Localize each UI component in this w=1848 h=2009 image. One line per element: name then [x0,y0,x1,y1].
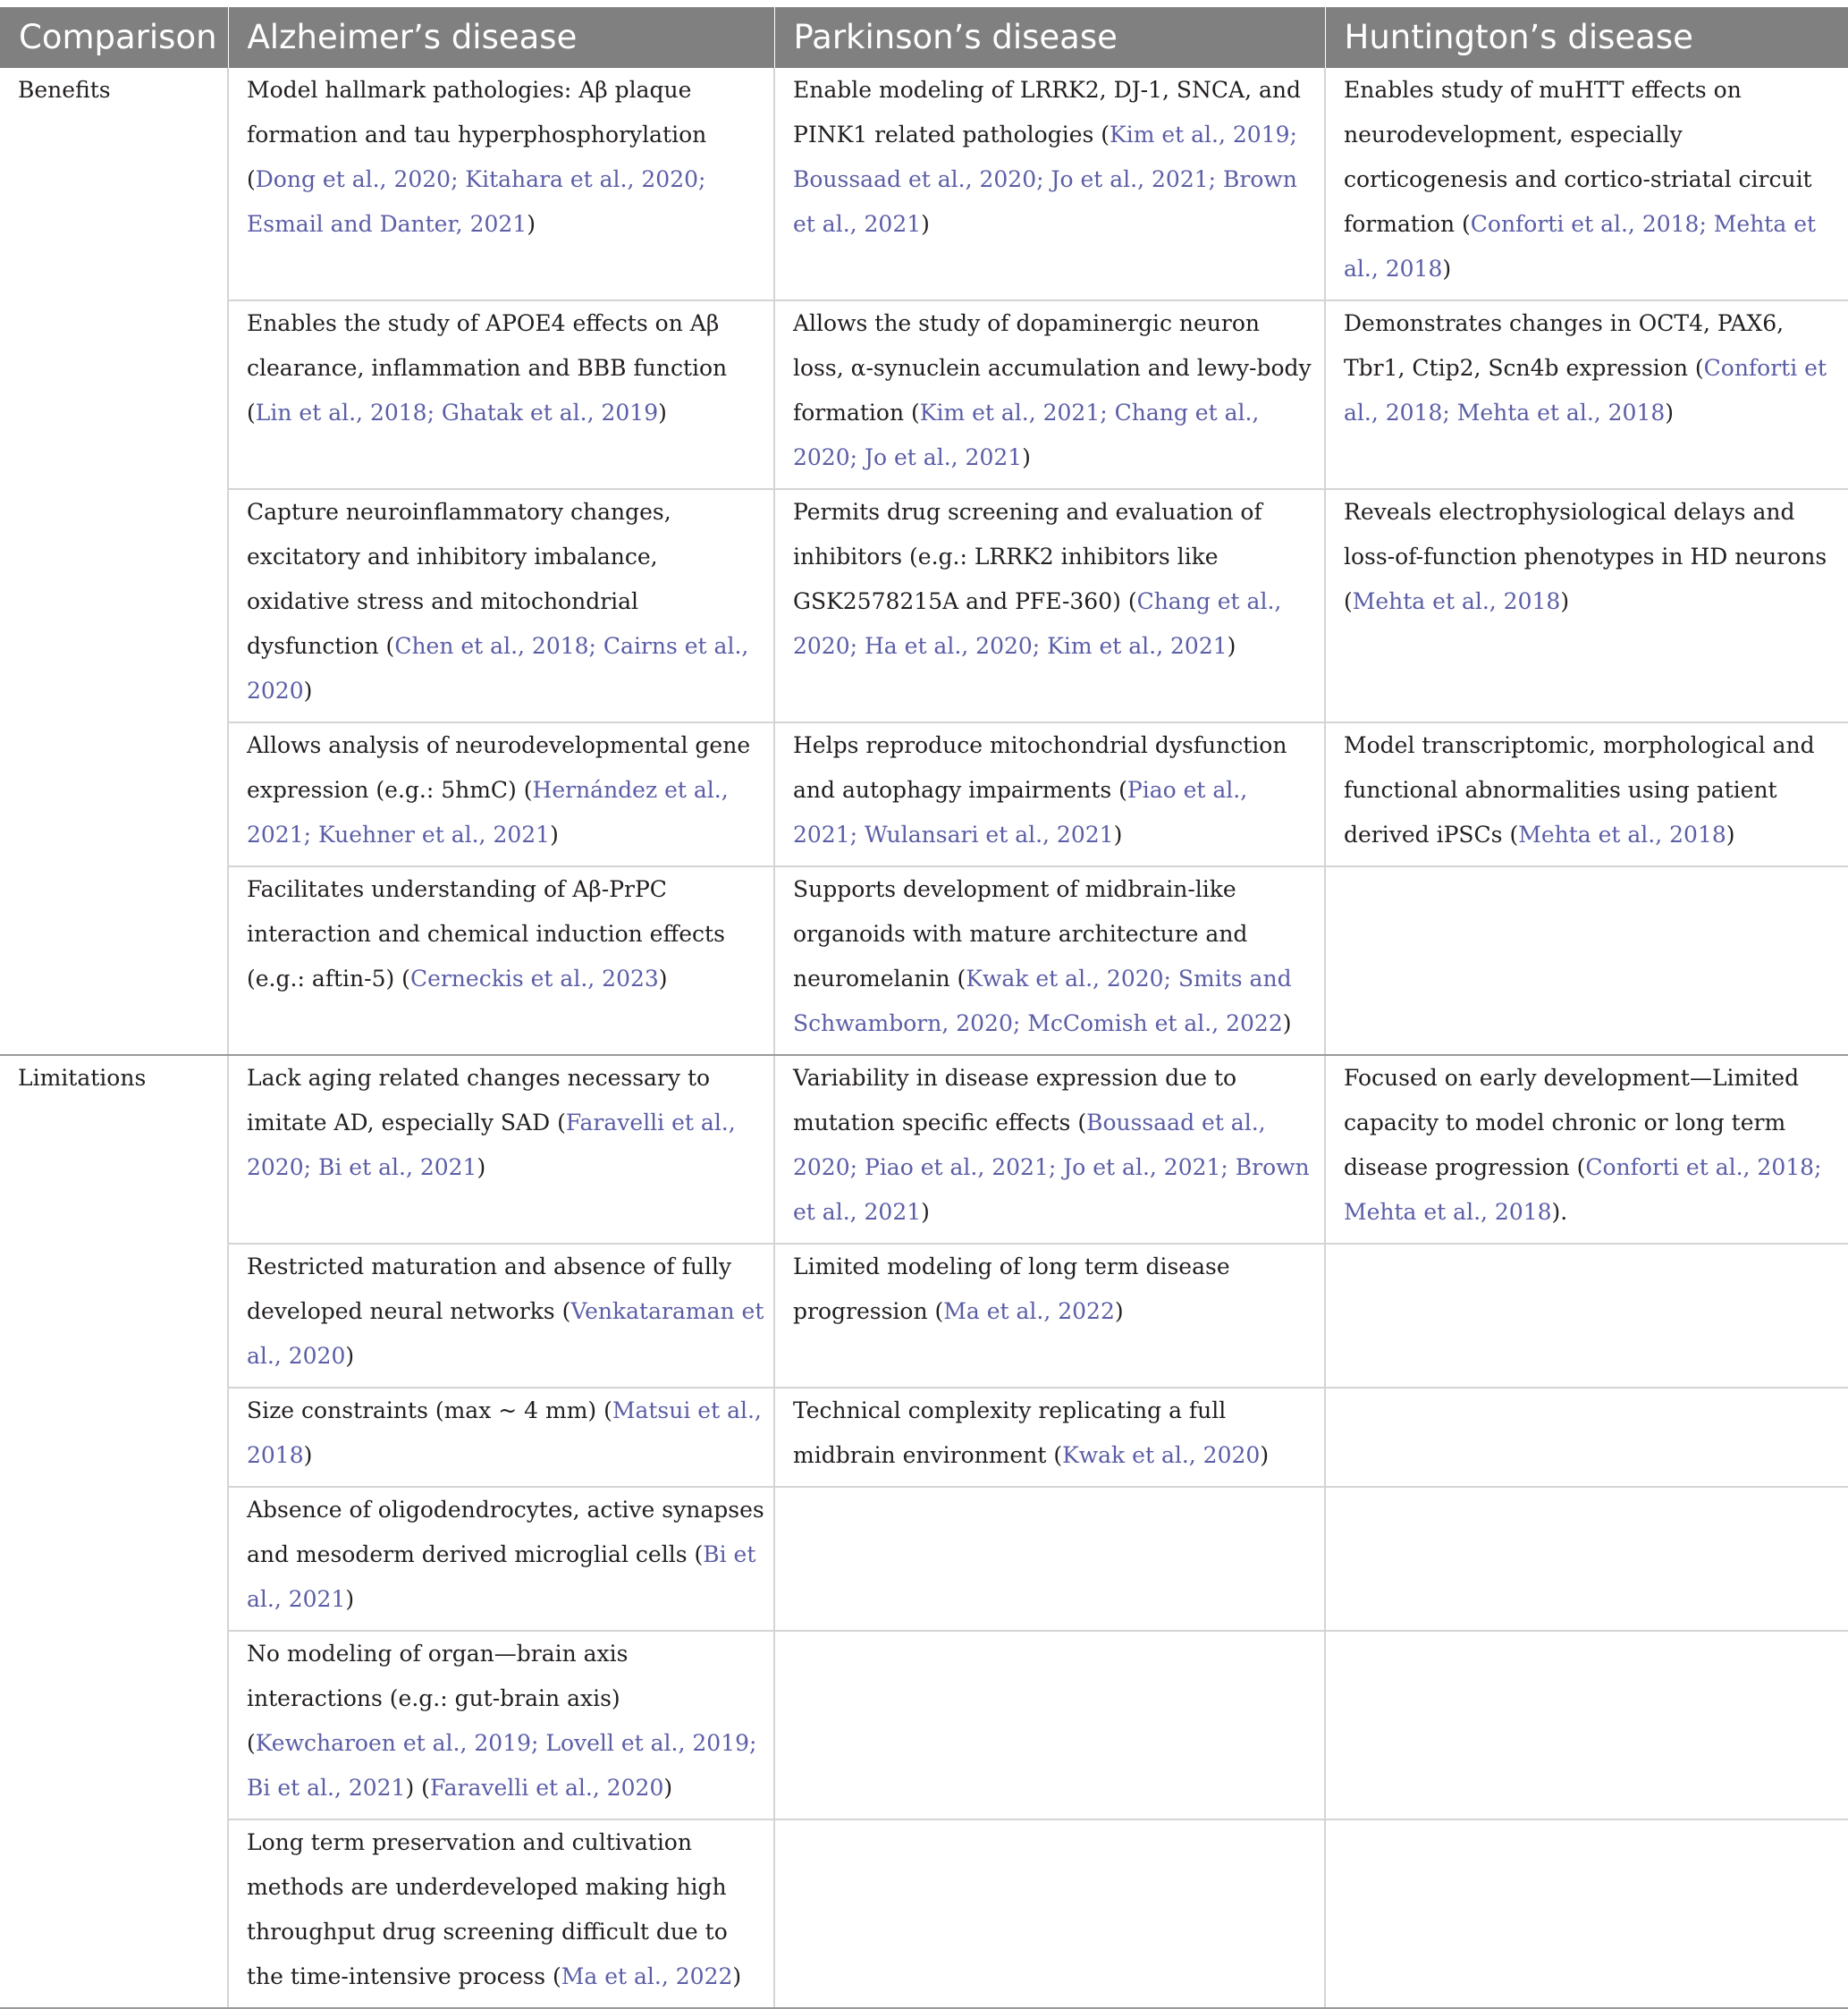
parkinsons-cell [774,1244,1325,1388]
table-row [0,722,1848,866]
parkinsons-cell [774,1388,1325,1487]
citation-link[interactable]: Matsui et al., 2018 [247,1397,762,1468]
cell-text: Model transcriptomic, morphological and functional abnormalities using patient derived iPSCs ( [1344,732,1815,848]
cell-text: Facilitates understanding of Aβ-PrPC interaction and chemical induction effects (e.g.: aftin-5) ( [247,876,725,992]
huntingtons-cell [1325,1487,1848,1631]
alzheimers-cell [228,1244,774,1388]
huntingtons-cell [1325,866,1848,1055]
table-row [0,1244,1848,1388]
cell-text: ) [303,678,313,704]
cell-text: ). [1551,1199,1568,1225]
parkinsons-cell [774,1819,1325,2008]
cell-text: ) [1114,1298,1124,1324]
huntingtons-cell [1325,1244,1848,1388]
citation-link[interactable]: Kim et al., 2019; Boussaad et al., 2020; Jo et al., 2021; Brown et al., 2021 [793,122,1297,237]
citation-link[interactable]: Kwak et al., 2020; Smits and Schwamborn, 2020; McComish et al., 2022 [793,966,1292,1036]
cell-text: Permits drug screening and evaluation of inhibitors (e.g.: LRRK2 inhibitors like GSK2578215A and PFE-360) ( [793,499,1262,614]
parkinsons-cell [774,722,1325,866]
alzheimers-cell [228,489,774,722]
cell-text: No modeling of organ—brain axis interactions (e.g.: gut-brain axis) ( [247,1641,629,1756]
cell-text: Capture neuroinflammatory changes, excitatory and inhibitory imbalance, oxidative stress and mitochondrial dysfunction ( [247,499,671,659]
huntingtons-cell [1325,1388,1848,1487]
citation-link[interactable]: Boussaad et al., 2020; Piao et al., 2021; Jo et al., 2021; Brown et al., 2021 [793,1110,1310,1225]
cell-text: ) [732,1963,742,1989]
cell-text: Variability in disease expression due to mutation specific effects ( [793,1065,1237,1135]
cell-text: ) [1022,444,1031,470]
parkinsons-cell [774,1631,1325,1819]
parkinsons-cell [774,1487,1325,1631]
cell-text: ) [345,1343,355,1369]
huntingtons-cell [1325,1819,1848,2008]
cell-text: ) [1113,822,1123,848]
cell-text: Allows analysis of neurodevelopmental gene expression (e.g.: 5hmC) ( [247,732,751,803]
cell-text: ) [1560,588,1570,614]
cell-text: ) [663,1775,673,1801]
citation-link[interactable]: Mehta et al., 2018 [1352,588,1561,614]
cell-text: ) [527,211,536,237]
parkinsons-cell [774,489,1325,722]
header-alzheimers: Alzheimer’s disease [228,7,774,68]
citation-link[interactable]: Faravelli et al., 2020; Bi et al., 2021 [247,1110,736,1180]
citation-link[interactable]: Conforti et al., 2018; Mehta et al., 2018 [1344,355,1827,426]
huntingtons-cell [1325,1631,1848,1819]
cell-text: Technical complexity replicating a full midbrain environment ( [793,1397,1227,1468]
comparison-table [0,7,1848,2009]
table-row [0,1487,1848,1631]
citation-link[interactable]: Ma et al., 2022 [561,1963,733,1989]
table-row [0,1388,1848,1487]
citation-link[interactable]: Chen et al., 2018; Cairns et al., 2020 [247,633,749,704]
cell-text: ) [1726,822,1735,848]
header-row [0,7,1848,68]
cell-text: ) [1665,400,1675,426]
alzheimers-cell [228,1055,774,1244]
citation-link[interactable]: Dong et al., 2020; Kitahara et al., 2020; Esmail and Danter, 2021 [247,166,706,237]
header-parkinsons: Parkinson’s disease [774,7,1325,68]
cell-text: ) [1260,1442,1270,1468]
parkinsons-cell [774,866,1325,1055]
citation-link[interactable]: Kim et al., 2021; Chang et al., 2020; Jo et al., 2021 [793,400,1260,470]
cell-text: ) [550,822,559,848]
parkinsons-cell [774,300,1325,489]
alzheimers-cell [228,300,774,489]
cell-text: ) [477,1154,486,1180]
table-body [0,68,1848,2008]
citation-link[interactable]: Conforti et al., 2018; Mehta et al., 2018 [1344,1154,1822,1225]
citation-link[interactable]: Conforti et al., 2018; Mehta et al., 2018 [1344,211,1817,282]
cell-text: Enable modeling of LRRK2, DJ-1, SNCA, and PINK1 related pathologies ( [793,77,1301,148]
cell-text: Supports development of midbrain-like organoids with mature architecture and neuromelanin ( [793,876,1248,992]
citation-link[interactable]: Venkataraman et al., 2020 [247,1298,764,1369]
row-group-label: Limitations [0,1055,228,2008]
cell-text: Absence of oligodendrocytes, active synapses and mesoderm derived microglial cells ( [247,1497,764,1567]
cell-text: Helps reproduce mitochondrial dysfunction and autophagy impairments ( [793,732,1287,803]
cell-text: Enables the study of APOE4 effects on Aβ clearance, inflammation and BBB function ( [247,310,728,426]
cell-text: ) [1282,1010,1292,1036]
cell-text: Size constraints (max ~ 4 mm) ( [247,1397,612,1423]
cell-text: Demonstrates changes in OCT4, PAX6, Tbr1, Ctip2, Scn4b expression ( [1344,310,1785,381]
citation-link[interactable]: Cerneckis et al., 2023 [409,966,659,992]
cell-text: ) [921,1199,930,1225]
citation-link[interactable]: Faravelli et al., 2020 [429,1775,664,1801]
alzheimers-cell [228,1388,774,1487]
table-row [0,489,1848,722]
parkinsons-cell [774,1055,1325,1244]
table-row [0,68,1848,300]
table-row [0,1819,1848,2008]
cell-text: ) [1227,633,1236,659]
cell-text: Limited modeling of long term disease progression ( [793,1254,1230,1324]
citation-link[interactable]: Kwak et al., 2020 [1062,1442,1261,1468]
citation-link[interactable]: Piao et al., 2021; Wulansari et al., 2021 [793,777,1248,848]
citation-link[interactable]: Chang et al., 2020; Ha et al., 2020; Kim et al., 2021 [793,588,1282,659]
huntingtons-cell [1325,68,1848,300]
row-group-label: Benefits [0,68,228,1055]
parkinsons-cell [774,68,1325,300]
citation-link[interactable]: Lin et al., 2018; Ghatak et al., 2019 [255,400,659,426]
cell-text: ) [921,211,930,237]
header-huntingtons: Huntington’s disease [1325,7,1848,68]
citation-link[interactable]: Hernández et al., 2021; Kuehner et al., 2021 [247,777,729,848]
alzheimers-cell [228,866,774,1055]
table-row [0,1055,1848,1244]
cell-text: ) [303,1442,313,1468]
citation-link[interactable]: Kewcharoen et al., 2019; Lovell et al., 2019; Bi et al., 2021 [247,1730,757,1801]
table-row [0,866,1848,1055]
cell-text: Restricted maturation and absence of fully developed neural networks ( [247,1254,732,1324]
alzheimers-cell [228,722,774,866]
huntingtons-cell [1325,1055,1848,1244]
cell-text: Lack aging related changes necessary to imitate AD, especially SAD ( [247,1065,711,1135]
table-header [0,7,1848,68]
header-comparison: Comparison [0,7,228,68]
alzheimers-cell [228,68,774,300]
alzheimers-cell [228,1487,774,1631]
cell-text: Reveals electrophysiological delays and loss-of-function phenotypes in HD neurons ( [1344,499,1827,614]
table-row [0,300,1848,489]
cell-text: Enables study of muHTT effects on neurodevelopment, especially corticogenesis and cortico-striatal circuit formation ( [1344,77,1812,237]
huntingtons-cell [1325,300,1848,489]
cell-text: Focused on early development—Limited capacity to model chronic or long term disease progression ( [1344,1065,1800,1180]
alzheimers-cell [228,1819,774,2008]
citation-link[interactable]: Ma et al., 2022 [943,1298,1115,1324]
huntingtons-cell [1325,722,1848,866]
citation-link[interactable]: Mehta et al., 2018 [1518,822,1726,848]
cell-text: Model hallmark pathologies: Aβ plaque formation and tau hyperphosphorylation ( [247,77,707,192]
cell-text: ) [1442,256,1452,282]
citation-link[interactable]: Bi et al., 2021 [247,1541,756,1612]
cell-text: ) [658,400,667,426]
cell-text: Long term preservation and cultivation methods are underdeveloped making high throughput drug screening difficult due to the time-intensive process ( [247,1829,728,1989]
huntingtons-cell [1325,489,1848,722]
cell-text: ) [658,966,668,992]
cell-text: ) ( [405,1775,430,1801]
cell-text: Allows the study of dopaminergic neuron loss, α-synuclein accumulation and lewy-body formation ( [793,310,1312,426]
cell-text: ) [345,1586,355,1612]
alzheimers-cell [228,1631,774,1819]
table-row [0,1631,1848,1819]
